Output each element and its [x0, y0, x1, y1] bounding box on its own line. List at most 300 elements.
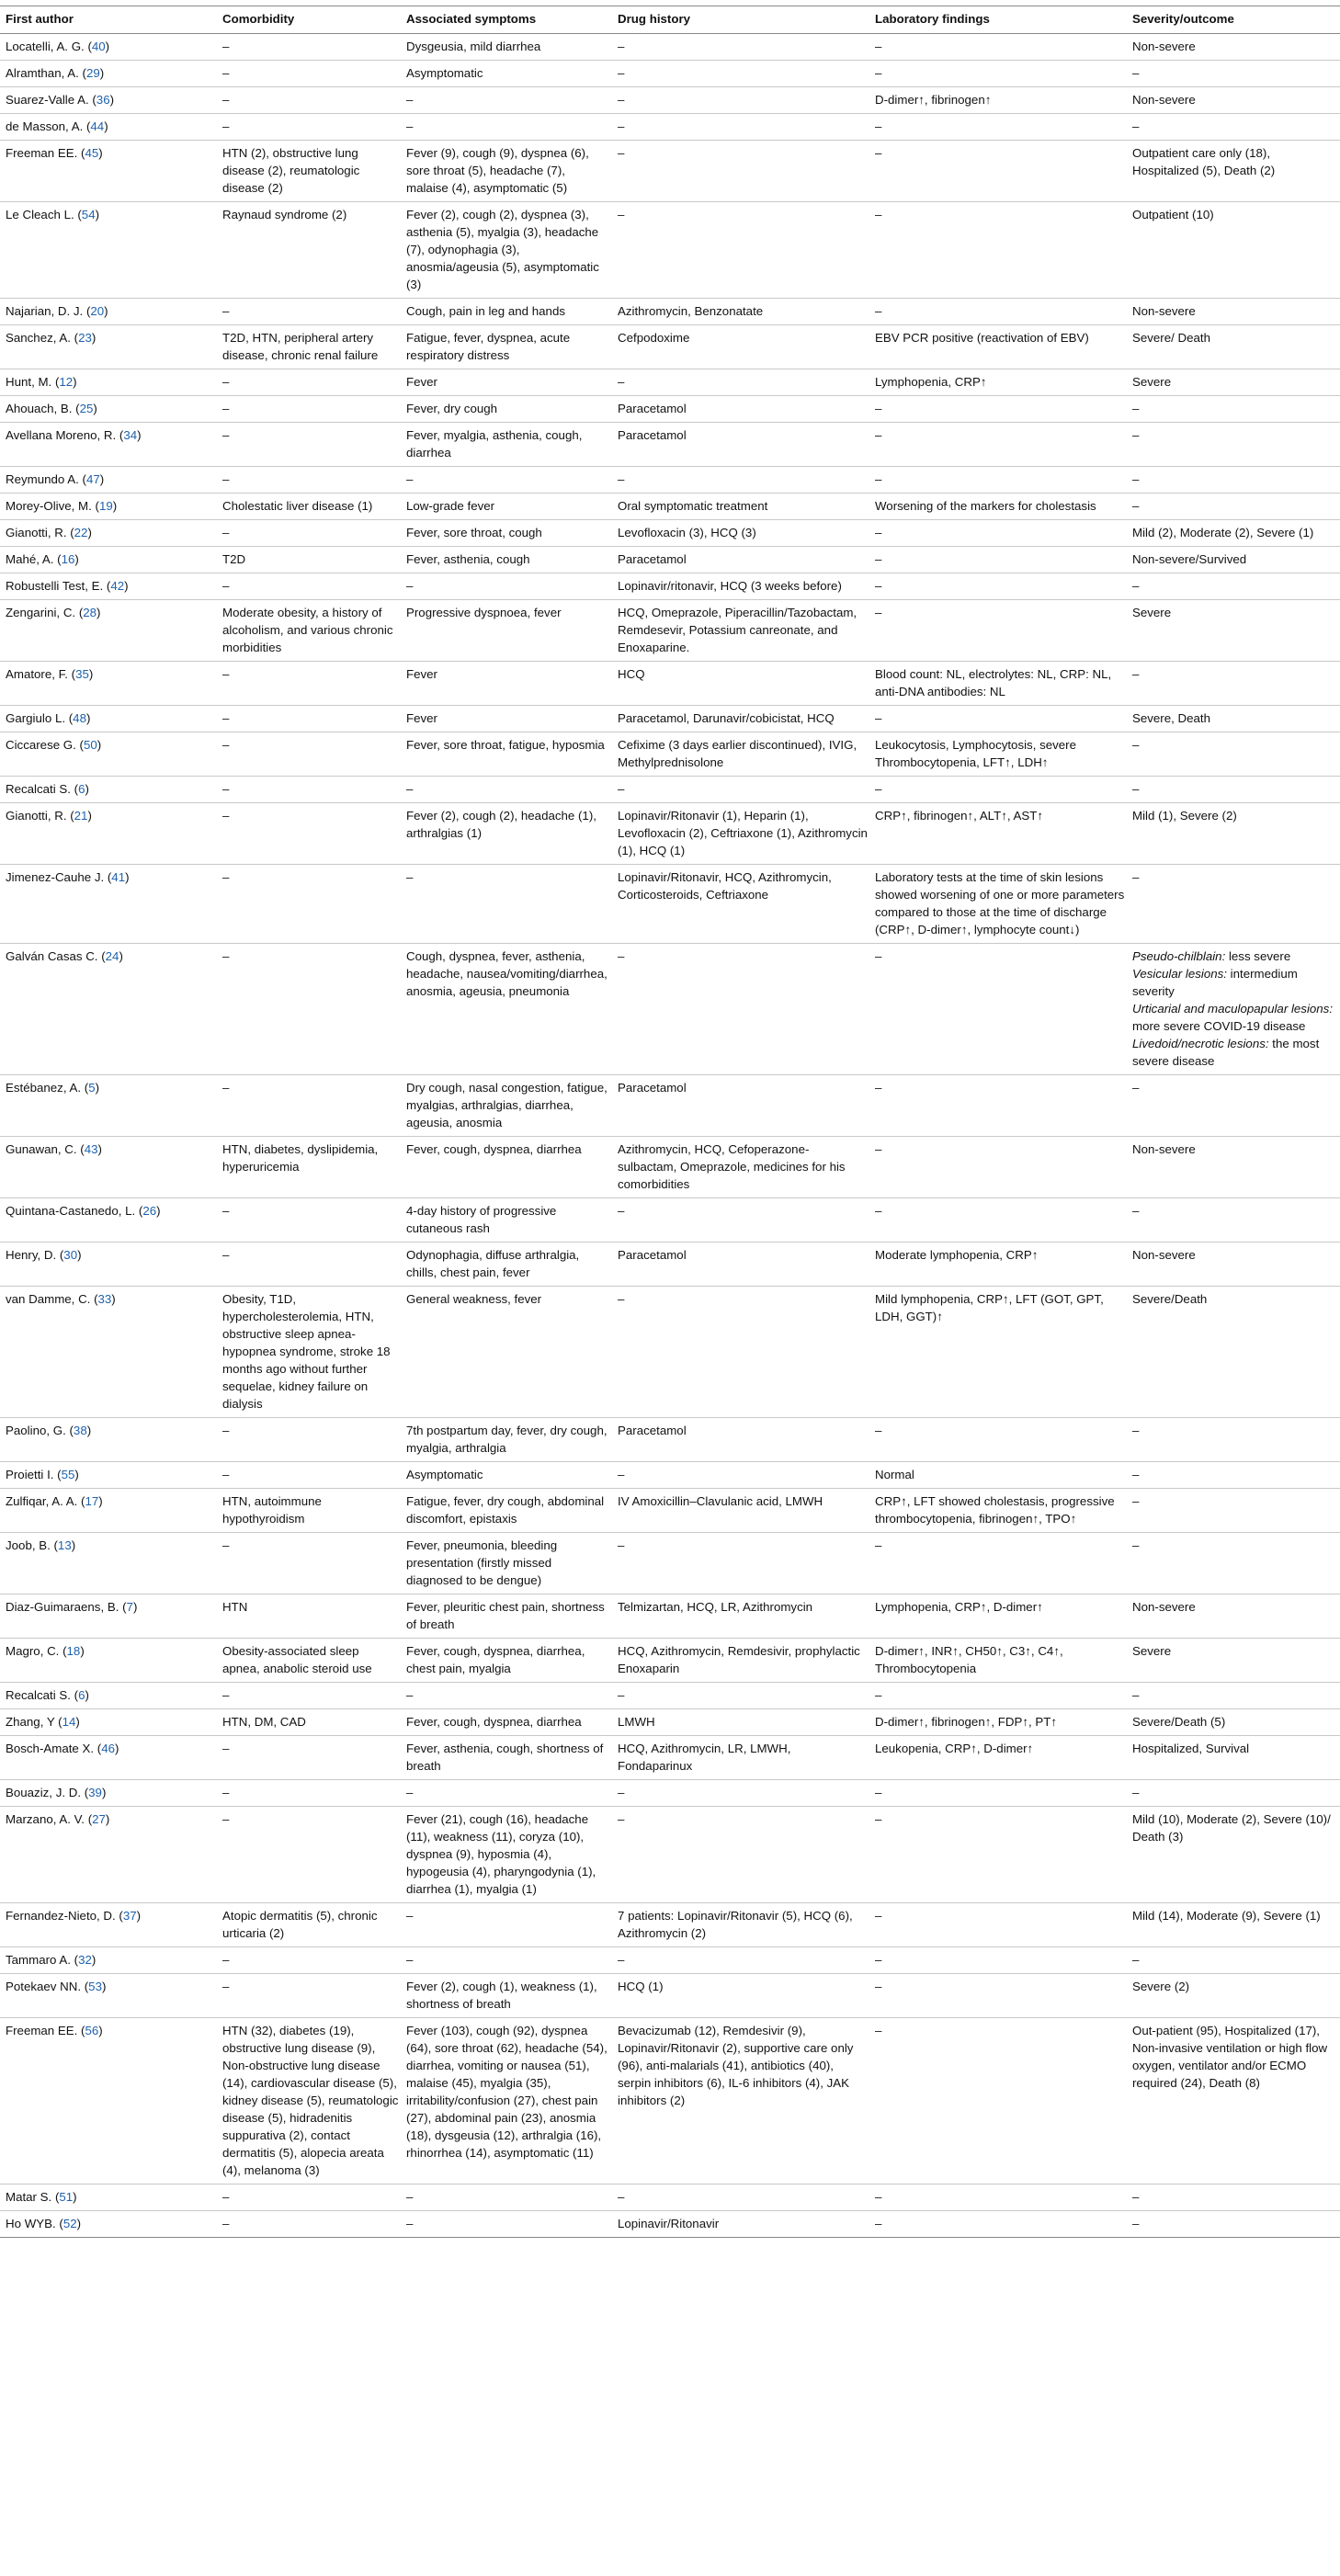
cell-drug-history: Paracetamol — [618, 1248, 687, 1262]
cell-associated-symptoms: Asymptomatic — [406, 66, 483, 80]
cell-associated-symptoms: – — [406, 119, 414, 133]
table-row — [0, 61, 1340, 87]
cell-laboratory-findings: – — [875, 40, 882, 53]
reference-link[interactable]: 30 — [63, 1248, 78, 1262]
cell-laboratory-findings: – — [875, 1081, 882, 1095]
reference-link[interactable]: 37 — [122, 1909, 137, 1923]
cell-comorbidity: – — [222, 1081, 230, 1095]
cell-associated-symptoms: Fever (2), cough (2), headache (1), arthralgias (1) — [406, 809, 596, 840]
cell-laboratory-findings: – — [875, 472, 882, 486]
reference-link[interactable]: 54 — [81, 208, 96, 221]
author-name: Reymundo A. — [6, 472, 79, 486]
author-name: Le Cleach L. — [6, 208, 74, 221]
cell-laboratory-findings: – — [875, 782, 882, 796]
cell-drug-history: Paracetamol, Darunavir/cobicistat, HCQ — [618, 711, 835, 725]
cell-severity-outcome: – — [1132, 870, 1140, 884]
cell-associated-symptoms: Fever, cough, dyspnea, diarrhea — [406, 1715, 582, 1729]
reference-link[interactable]: 29 — [85, 66, 100, 80]
cell-drug-history: Cefpodoxime — [618, 331, 690, 345]
cell-laboratory-findings: Leukocytosis, Lymphocytosis, severe Thrombocytopenia, LFT↑, LDH↑ — [875, 738, 1077, 769]
cell-severity-outcome: – — [1132, 1494, 1140, 1508]
reference-link[interactable]: 25 — [79, 402, 94, 415]
cell-laboratory-findings: – — [875, 606, 882, 619]
cell-associated-symptoms: – — [406, 2217, 414, 2230]
cell-associated-symptoms: – — [406, 2190, 414, 2204]
severity-item-text: more severe COVID-19 disease — [1132, 1019, 1306, 1033]
reference-link[interactable]: 6 — [78, 1688, 85, 1702]
cell-first-author: Freeman EE. (56) — [6, 2024, 103, 2037]
cell-comorbidity: – — [222, 667, 230, 681]
cell-laboratory-findings: – — [875, 304, 882, 318]
cell-severity-outcome: Non-severe — [1132, 1248, 1196, 1262]
cell-drug-history: – — [618, 1292, 625, 1306]
reference-link[interactable]: 35 — [75, 667, 89, 681]
cell-severity-outcome: Severe — [1132, 375, 1172, 389]
severity-item-label: Vesicular lesions: — [1132, 967, 1227, 981]
cell-severity-outcome — [1129, 944, 1340, 1075]
cell-laboratory-findings: Leukopenia, CRP↑, D-dimer↑ — [875, 1742, 1034, 1755]
author-name: Quintana-Castanedo, L. — [6, 1204, 136, 1218]
cell-comorbidity: – — [222, 2217, 230, 2230]
reference-link[interactable]: 40 — [91, 40, 106, 53]
cell-laboratory-findings: Mild lymphopenia, CRP↑, LFT (GOT, GPT, LDH, GGT)↑ — [875, 1292, 1104, 1323]
reference-link[interactable]: 42 — [110, 579, 125, 593]
cell-drug-history: IV Amoxicillin–Clavulanic acid, LMWH — [618, 1494, 823, 1508]
cell-comorbidity: HTN (32), diabetes (19), obstructive lung disease (9), Non-obstructive lung disease (14), cardiovascular disease (5), kidney disease (5), reumatologic disease (5), hidradenitis suppurativa (2), contact dermatitis (5), alopecia areata (4), melanoma (3) — [222, 2024, 399, 2177]
table-row — [0, 573, 1340, 600]
reference-link[interactable]: 50 — [83, 738, 97, 752]
table-row — [0, 1709, 1340, 1736]
reference-link[interactable]: 16 — [61, 552, 75, 566]
reference-link[interactable]: 53 — [88, 1980, 102, 1993]
cell-first-author: Paolino, G. (38) — [6, 1424, 92, 1437]
cell-comorbidity: T2D, HTN, peripheral artery disease, chronic renal failure — [222, 331, 379, 362]
cell-first-author: Proietti I. (55) — [6, 1468, 79, 1481]
cell-laboratory-findings: – — [875, 1538, 882, 1552]
table-row — [0, 141, 1340, 202]
cell-laboratory-findings: CRP↑, LFT showed cholestasis, progressive thrombocytopenia, fibrinogen↑, TPO↑ — [875, 1494, 1115, 1526]
cell-first-author: Bouaziz, J. D. (39) — [6, 1786, 107, 1799]
cell-first-author: Le Cleach L. (54) — [6, 208, 100, 221]
cell-drug-history: – — [618, 208, 625, 221]
cell-severity-outcome: Outpatient care only (18), Hospitalized (5), Death (2) — [1132, 146, 1276, 177]
reference-link[interactable]: 38 — [73, 1424, 87, 1437]
reference-link[interactable]: 21 — [74, 809, 88, 823]
cell-severity-outcome: – — [1132, 402, 1140, 415]
cell-associated-symptoms: General weakness, fever — [406, 1292, 542, 1306]
cell-drug-history: Lopinavir/ritonavir, HCQ (3 weeks before) — [618, 579, 842, 593]
reference-link[interactable]: 51 — [59, 2190, 74, 2204]
cell-first-author: Najarian, D. J. (20) — [6, 304, 108, 318]
cell-comorbidity: Obesity, T1D, hypercholesterolemia, HTN, obstructive sleep apnea-hypopnea syndrome, stroke 18 months ago without further sequelae, kidney failure on dialysis — [222, 1292, 391, 1411]
cell-severity-outcome: – — [1132, 1953, 1140, 1967]
header-severity-outcome: Severity/outcome — [1129, 6, 1340, 34]
cell-first-author: Estébanez, A. (5) — [6, 1081, 100, 1095]
table-row — [0, 1243, 1340, 1287]
cell-drug-history: – — [618, 1538, 625, 1552]
cell-comorbidity: Atopic dermatitis (5), chronic urticaria (2) — [222, 1909, 378, 1940]
cell-associated-symptoms: – — [406, 1688, 414, 1702]
table-row — [0, 325, 1340, 369]
cell-comorbidity: – — [222, 1786, 230, 1799]
cell-drug-history: Telmizartan, HCQ, LR, Azithromycin — [618, 1600, 813, 1614]
table-row — [0, 299, 1340, 325]
reference-link[interactable]: 39 — [88, 1786, 102, 1799]
cell-comorbidity: – — [222, 1468, 230, 1481]
reference-link[interactable]: 12 — [59, 375, 74, 389]
cell-severity-outcome: Hospitalized, Survival — [1132, 1742, 1250, 1755]
severity-item-label: Livedoid/necrotic lesions: — [1132, 1037, 1269, 1050]
reference-link[interactable]: 22 — [74, 526, 88, 539]
reference-link[interactable]: 26 — [142, 1204, 157, 1218]
cell-laboratory-findings: – — [875, 1812, 882, 1826]
author-name: Ho WYB. — [6, 2217, 56, 2230]
table-row — [0, 114, 1340, 141]
cell-drug-history: – — [618, 2190, 625, 2204]
reference-link[interactable]: 19 — [98, 499, 113, 513]
cell-drug-history: Paracetamol — [618, 552, 687, 566]
cell-laboratory-findings: – — [875, 1980, 882, 1993]
cell-associated-symptoms: Fever — [406, 711, 437, 725]
cell-first-author: Diaz-Guimaraens, B. (7) — [6, 1600, 138, 1614]
cell-first-author: Freeman EE. (45) — [6, 146, 103, 160]
cell-comorbidity: – — [222, 40, 230, 53]
reference-link[interactable]: 36 — [96, 93, 110, 107]
cell-severity-outcome: Mild (14), Moderate (9), Severe (1) — [1132, 1909, 1321, 1923]
cell-drug-history: Oral symptomatic treatment — [618, 499, 768, 513]
cell-comorbidity: HTN, DM, CAD — [222, 1715, 306, 1729]
reference-link[interactable]: 55 — [61, 1468, 75, 1481]
cell-severity-outcome: Non-severe/Survived — [1132, 552, 1247, 566]
table-row — [0, 777, 1340, 803]
cell-laboratory-findings: Worsening of the markers for cholestasis — [875, 499, 1096, 513]
cell-severity-outcome: – — [1132, 119, 1140, 133]
author-name: Recalcati S. — [6, 1688, 71, 1702]
cell-drug-history: Cefixime (3 days earlier discontinued), IVIG, Methylprednisolone — [618, 738, 857, 769]
cell-comorbidity: – — [222, 93, 230, 107]
reference-link[interactable]: 27 — [92, 1812, 106, 1826]
author-name: Henry, D. — [6, 1248, 57, 1262]
cell-laboratory-findings: – — [875, 1909, 882, 1923]
cell-drug-history: Paracetamol — [618, 402, 687, 415]
cell-drug-history: – — [618, 782, 625, 796]
cell-laboratory-findings: EBV PCR positive (reactivation of EBV) — [875, 331, 1089, 345]
cell-first-author: Matar S. (51) — [6, 2190, 77, 2204]
cell-associated-symptoms: – — [406, 1786, 414, 1799]
cell-laboratory-findings: – — [875, 552, 882, 566]
author-name: Morey-Olive, M. — [6, 499, 92, 513]
cell-severity-outcome: – — [1132, 1081, 1140, 1095]
cell-comorbidity: – — [222, 1424, 230, 1437]
cell-severity-outcome: Mild (2), Moderate (2), Severe (1) — [1132, 526, 1314, 539]
table-row — [0, 865, 1340, 944]
cell-severity-outcome: Outpatient (10) — [1132, 208, 1214, 221]
author-name: de Masson, A. — [6, 119, 84, 133]
cell-first-author: Zulfiqar, A. A. (17) — [6, 1494, 103, 1508]
author-name: Robustelli Test, E. — [6, 579, 104, 593]
cell-laboratory-findings: – — [875, 1953, 882, 1967]
author-name: Tammaro A. — [6, 1953, 71, 1967]
cell-associated-symptoms: – — [406, 472, 414, 486]
cell-comorbidity: – — [222, 809, 230, 823]
cell-laboratory-findings: – — [875, 1424, 882, 1437]
cell-first-author: Gianotti, R. (21) — [6, 809, 92, 823]
cell-drug-history: Levofloxacin (3), HCQ (3) — [618, 526, 756, 539]
cell-first-author: Bosch-Amate X. (46) — [6, 1742, 119, 1755]
cell-laboratory-findings: – — [875, 1688, 882, 1702]
reference-link[interactable]: 47 — [85, 472, 100, 486]
cell-laboratory-findings: – — [875, 428, 882, 442]
cell-first-author: Zengarini, C. (28) — [6, 606, 101, 619]
cell-first-author: Gianotti, R. (22) — [6, 526, 92, 539]
severity-item-text: intermedium severity — [1132, 967, 1298, 998]
cell-laboratory-findings: – — [875, 1786, 882, 1799]
cell-laboratory-findings: D-dimer↑, fibrinogen↑, FDP↑, PT↑ — [875, 1715, 1058, 1729]
cell-drug-history: Azithromycin, Benzonatate — [618, 304, 764, 318]
cell-first-author: van Damme, C. (33) — [6, 1292, 116, 1306]
table-row — [0, 803, 1340, 865]
reference-link[interactable]: 52 — [62, 2217, 77, 2230]
severity-item — [1132, 965, 1336, 1000]
reference-link[interactable]: 6 — [78, 782, 85, 796]
reference-link[interactable]: 18 — [66, 1644, 81, 1658]
cell-comorbidity: – — [222, 304, 230, 318]
reference-link[interactable]: 23 — [78, 331, 92, 345]
cell-associated-symptoms: Fever, cough, dyspnea, diarrhea, chest pain, myalgia — [406, 1644, 585, 1675]
cell-severity-outcome: Severe, Death — [1132, 711, 1211, 725]
reference-link[interactable]: 56 — [85, 2024, 99, 2037]
author-name: Bouaziz, J. D. — [6, 1786, 82, 1799]
table-row — [0, 600, 1340, 662]
reference-link[interactable]: 41 — [111, 870, 126, 884]
severity-item-label: Urticarial and maculopapular lesions: — [1132, 1002, 1334, 1016]
cell-severity-outcome: Non-severe — [1132, 93, 1196, 107]
author-name: Ciccarese G. — [6, 738, 76, 752]
cell-comorbidity: T2D — [222, 552, 246, 566]
cell-severity-outcome: – — [1132, 1786, 1140, 1799]
author-name: Potekaev NN. — [6, 1980, 82, 1993]
cell-comorbidity: – — [222, 402, 230, 415]
cell-comorbidity: – — [222, 1953, 230, 1967]
cell-associated-symptoms: Fever — [406, 667, 437, 681]
cell-severity-outcome: Severe/Death (5) — [1132, 1715, 1226, 1729]
cell-laboratory-findings: – — [875, 402, 882, 415]
cell-associated-symptoms: – — [406, 870, 414, 884]
table-row — [0, 1903, 1340, 1947]
cell-comorbidity: Cholestatic liver disease (1) — [222, 499, 373, 513]
cell-first-author: Gargiulo L. (48) — [6, 711, 91, 725]
author-name: Jimenez-Cauhe J. — [6, 870, 105, 884]
table-row — [0, 87, 1340, 114]
cell-associated-symptoms: Fever, pneumonia, bleeding presentation (firstly missed diagnosed to be dengue) — [406, 1538, 558, 1587]
table-row — [0, 423, 1340, 467]
reference-link[interactable]: 34 — [123, 428, 138, 442]
author-name: Alramthan, A. — [6, 66, 79, 80]
cell-comorbidity: – — [222, 579, 230, 593]
cell-drug-history: – — [618, 146, 625, 160]
cell-first-author: Recalcati S. (6) — [6, 782, 89, 796]
cell-comorbidity: Raynaud syndrome (2) — [222, 208, 347, 221]
cell-drug-history: Lopinavir/Ritonavir, HCQ, Azithromycin, Corticosteroids, Ceftriaxone — [618, 870, 832, 902]
reference-link[interactable]: 45 — [85, 146, 99, 160]
table-row — [0, 1683, 1340, 1709]
cell-drug-history: – — [618, 375, 625, 389]
cell-associated-symptoms: Fever (2), cough (1), weakness (1), shortness of breath — [406, 1980, 597, 2011]
reference-link[interactable]: 17 — [85, 1494, 99, 1508]
author-name: Sanchez, A. — [6, 331, 71, 345]
cell-severity-outcome: Severe (2) — [1132, 1980, 1190, 1993]
severity-item-text: the most severe disease — [1132, 1037, 1320, 1068]
cell-comorbidity: Moderate obesity, a history of alcoholism, and various chronic morbidities — [222, 606, 393, 654]
cell-associated-symptoms: Fever, sore throat, fatigue, hyposmia — [406, 738, 605, 752]
cell-first-author: Amatore, F. (35) — [6, 667, 94, 681]
cell-comorbidity: – — [222, 1538, 230, 1552]
severity-item — [1132, 1000, 1336, 1035]
cell-laboratory-findings: – — [875, 526, 882, 539]
table-row — [0, 1594, 1340, 1639]
cell-drug-history: 7 patients: Lopinavir/Ritonavir (5), HCQ (6), Azithromycin (2) — [618, 1909, 853, 1940]
reference-link[interactable]: 28 — [83, 606, 97, 619]
cell-laboratory-findings: D-dimer↑, INR↑, CH50↑, C3↑, C4↑, Thrombocytopenia — [875, 1644, 1063, 1675]
cell-first-author: Robustelli Test, E. (42) — [6, 579, 129, 593]
reference-link[interactable]: 32 — [78, 1953, 92, 1967]
table-row — [0, 1947, 1340, 1974]
cell-severity-outcome: – — [1132, 782, 1140, 796]
cell-comorbidity: – — [222, 66, 230, 80]
cell-drug-history: HCQ — [618, 667, 645, 681]
author-name: Suarez-Valle A. — [6, 93, 89, 107]
reference-link[interactable]: 5 — [88, 1081, 96, 1095]
table-row — [0, 944, 1340, 1075]
table-row — [0, 1489, 1340, 1533]
author-name: Zhang, Y — [6, 1715, 55, 1729]
header-comorbidity: Comorbidity — [219, 6, 403, 34]
header-drug-history: Drug history — [614, 6, 871, 34]
table-row — [0, 2018, 1340, 2184]
cell-laboratory-findings: – — [875, 579, 882, 593]
cell-comorbidity: – — [222, 949, 230, 963]
cell-first-author: Joob, B. (13) — [6, 1538, 76, 1552]
table-body — [0, 34, 1340, 2238]
table-row — [0, 1462, 1340, 1489]
reference-link[interactable]: 43 — [84, 1142, 98, 1156]
cell-associated-symptoms: Fatigue, fever, dyspnea, acute respiratory distress — [406, 331, 571, 362]
cell-comorbidity: – — [222, 782, 230, 796]
cell-severity-outcome: – — [1132, 1468, 1140, 1481]
cell-comorbidity: HTN, diabetes, dyslipidemia, hyperuricemia — [222, 1142, 379, 1174]
author-name: Mahé, A. — [6, 552, 54, 566]
cell-severity-outcome: Severe/ Death — [1132, 331, 1211, 345]
cell-first-author: Fernandez-Nieto, D. (37) — [6, 1909, 142, 1923]
cell-comorbidity: – — [222, 2190, 230, 2204]
table-row — [0, 2184, 1340, 2211]
cell-severity-outcome: – — [1132, 738, 1140, 752]
author-name: Amatore, F. — [6, 667, 68, 681]
cell-severity-outcome: Non-severe — [1132, 40, 1196, 53]
author-name: Fernandez-Nieto, D. — [6, 1909, 116, 1923]
cell-severity-outcome: – — [1132, 1424, 1140, 1437]
table-row — [0, 396, 1340, 423]
cell-first-author: Hunt, M. (12) — [6, 375, 77, 389]
cell-severity-outcome: – — [1132, 1538, 1140, 1552]
cell-laboratory-findings: D-dimer↑, fibrinogen↑ — [875, 93, 992, 107]
author-name: Joob, B. — [6, 1538, 51, 1552]
author-name: Matar S. — [6, 2190, 52, 2204]
cell-first-author: Reymundo A. (47) — [6, 472, 105, 486]
cell-drug-history: HCQ, Azithromycin, Remdesivir, prophylactic Enoxaparin — [618, 1644, 860, 1675]
reference-link[interactable]: 20 — [90, 304, 105, 318]
cell-severity-outcome: – — [1132, 667, 1140, 681]
cell-severity-outcome: Non-severe — [1132, 1142, 1196, 1156]
cell-laboratory-findings: Lymphopenia, CRP↑, D-dimer↑ — [875, 1600, 1043, 1614]
cell-associated-symptoms: Dry cough, nasal congestion, fatigue, myalgias, arthralgias, diarrhea, ageusia, anosmia — [406, 1081, 608, 1129]
author-name: Freeman EE. — [6, 146, 78, 160]
cell-first-author: Quintana-Castanedo, L. (26) — [6, 1204, 161, 1218]
cell-laboratory-findings: – — [875, 2024, 882, 2037]
cell-first-author: Sanchez, A. (23) — [6, 331, 97, 345]
reference-link[interactable]: 13 — [57, 1538, 72, 1552]
severity-item-text: less severe — [1225, 949, 1291, 963]
author-name: Marzano, A. V. — [6, 1812, 85, 1826]
author-name: Gianotti, R. — [6, 526, 67, 539]
cell-associated-symptoms: Asymptomatic — [406, 1468, 483, 1481]
cell-first-author: Zhang, Y (14) — [6, 1715, 80, 1729]
reference-link[interactable]: 48 — [73, 711, 86, 725]
reference-link[interactable]: 44 — [90, 119, 105, 133]
reference-link[interactable]: 14 — [62, 1715, 76, 1729]
cell-laboratory-findings: Blood count: NL, electrolytes: NL, CRP: NL, anti-DNA antibodies: NL — [875, 667, 1112, 698]
cell-drug-history: – — [618, 949, 625, 963]
cell-drug-history: Paracetamol — [618, 428, 687, 442]
author-name: Zengarini, C. — [6, 606, 76, 619]
cell-drug-history: – — [618, 93, 625, 107]
author-name: Paolino, G. — [6, 1424, 66, 1437]
cell-comorbidity: – — [222, 1248, 230, 1262]
reference-link[interactable]: 24 — [105, 949, 119, 963]
cell-associated-symptoms: Fever (103), cough (92), dyspnea (64), sore throat (62), headache (54), diarrhea, vomiting or nausea (51), malaise (45), myalgia (35), irritability/confusion (27), chest pain (27), abdominal pain (23), anosmia (18), dysgeusia (12), arthralgia (16), rhinorrhea (14), asymptomatic (11) — [406, 2024, 608, 2160]
cell-associated-symptoms: – — [406, 579, 414, 593]
table-row — [0, 202, 1340, 299]
author-name: Najarian, D. J. — [6, 304, 84, 318]
table-row — [0, 1780, 1340, 1807]
severity-item-label: Pseudo-chilblain: — [1132, 949, 1226, 963]
table-row — [0, 494, 1340, 520]
cell-drug-history: Lopinavir/Ritonavir — [618, 2217, 720, 2230]
author-name: Ahouach, B. — [6, 402, 73, 415]
cell-drug-history: Paracetamol — [618, 1424, 687, 1437]
reference-link[interactable]: 33 — [97, 1292, 112, 1306]
author-name: Galván Casas C. — [6, 949, 98, 963]
reference-link[interactable]: 7 — [126, 1600, 133, 1614]
author-name: Gargiulo L. — [6, 711, 66, 725]
cell-first-author: Mahé, A. (16) — [6, 552, 79, 566]
cell-laboratory-findings: – — [875, 711, 882, 725]
table-row — [0, 706, 1340, 732]
cell-comorbidity: – — [222, 1980, 230, 1993]
cell-severity-outcome: Severe/Death — [1132, 1292, 1208, 1306]
cell-first-author: Morey-Olive, M. (19) — [6, 499, 118, 513]
cell-comorbidity: – — [222, 1688, 230, 1702]
cell-drug-history: HCQ, Azithromycin, LR, LMWH, Fondaparinux — [618, 1742, 791, 1773]
header-laboratory-findings: Laboratory findings — [871, 6, 1129, 34]
cell-laboratory-findings: – — [875, 119, 882, 133]
cell-severity-outcome: – — [1132, 1204, 1140, 1218]
cell-drug-history: – — [618, 1688, 625, 1702]
cell-laboratory-findings: CRP↑, fibrinogen↑, ALT↑, AST↑ — [875, 809, 1044, 823]
reference-link[interactable]: 46 — [101, 1742, 115, 1755]
cell-drug-history: – — [618, 119, 625, 133]
author-name: Diaz-Guimaraens, B. — [6, 1600, 119, 1614]
